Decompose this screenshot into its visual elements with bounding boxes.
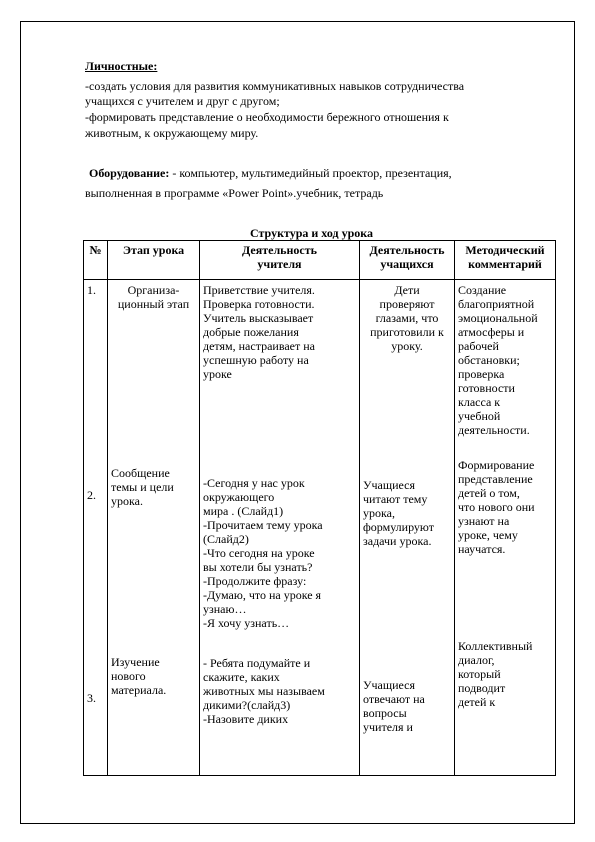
table-header-row — [84, 241, 556, 280]
method-comment-2: Формирование представление детей о том, что нового они узнают на уроке, чему научатся. — [458, 458, 535, 556]
header-number: № — [84, 241, 108, 280]
personal-heading: Личностные: — [85, 59, 158, 73]
table-caption: Структура и ход урока — [250, 226, 373, 240]
equipment-line-2: выполненная в программе «Power Point».учебник, тетрадь — [85, 186, 384, 200]
cell-numbers — [84, 280, 108, 776]
teacher-activity-2: -Сегодня у нас урок окружающего мира . (Слайд1) -Прочитаем тему урока (Слайд2) -Что сегодня на уроке вы хотели бы узнать? -Продолжите фразу: -Думаю, что на уроке я узнаю… -Я хочу узнать… — [203, 476, 323, 630]
table-row — [84, 280, 556, 776]
personal-line-4: животным, к окружающему миру. — [85, 126, 259, 140]
personal-line-1: -создать условия для развития коммуникативных навыков сотрудничества — [85, 79, 465, 93]
student-activity-1: Дети проверяют глазами, что приготовили к уроку. — [370, 283, 444, 353]
teacher-activity-1: Приветствие учителя. Проверка готовности. Учитель высказывает добрые пожелания детям, настраивает на успешную работу на уроке — [203, 283, 315, 381]
stage-3: Изучение нового материала. — [111, 655, 167, 697]
cell-teacher-activity — [200, 280, 360, 776]
header-stage: Этап урока — [108, 241, 200, 280]
method-comment-1: Создание благоприятной эмоциональной атмосферы и рабочей обстановки; проверка готовности класса к учебной деятельности. — [458, 283, 538, 437]
cell-method-comment — [455, 280, 556, 776]
stage-1: Организа- ционный этап — [117, 283, 190, 311]
number-3: 3. — [87, 691, 96, 705]
personal-line-3: -формировать представление о необходимости бережного отношения к — [85, 110, 449, 124]
cell-stages — [108, 280, 200, 776]
header-teacher-activity: Деятельность учителя — [200, 241, 360, 280]
header-student-activity: Деятельность учащихся — [360, 241, 455, 280]
equipment-label: Оборудование: — [89, 166, 170, 180]
header-method-comment: Методический комментарий — [455, 241, 556, 280]
equipment-line-1 — [89, 166, 452, 180]
lesson-structure-table — [83, 240, 556, 776]
stage-2: Сообщение темы и цели урока. — [111, 466, 174, 508]
method-comment-3: Коллективный диалог, который подводит детей к — [458, 639, 533, 709]
student-activity-3: Учащиеся отвечают на вопросы учителя и — [363, 678, 425, 734]
personal-line-2: учащихся с учителем и друг с другом; — [85, 94, 280, 108]
student-activity-2: Учащиеся читают тему урока, формулируют задачи урока. — [363, 478, 434, 548]
cell-student-activity — [360, 280, 455, 776]
equipment-text-1: - компьютер, мультимедийный проектор, презентация, — [169, 166, 452, 180]
number-1: 1. — [87, 283, 96, 297]
number-2: 2. — [87, 488, 96, 502]
teacher-activity-3: - Ребята подумайте и скажите, каких животных мы называем дикими?(слайд3) -Назовите диких — [203, 656, 325, 726]
